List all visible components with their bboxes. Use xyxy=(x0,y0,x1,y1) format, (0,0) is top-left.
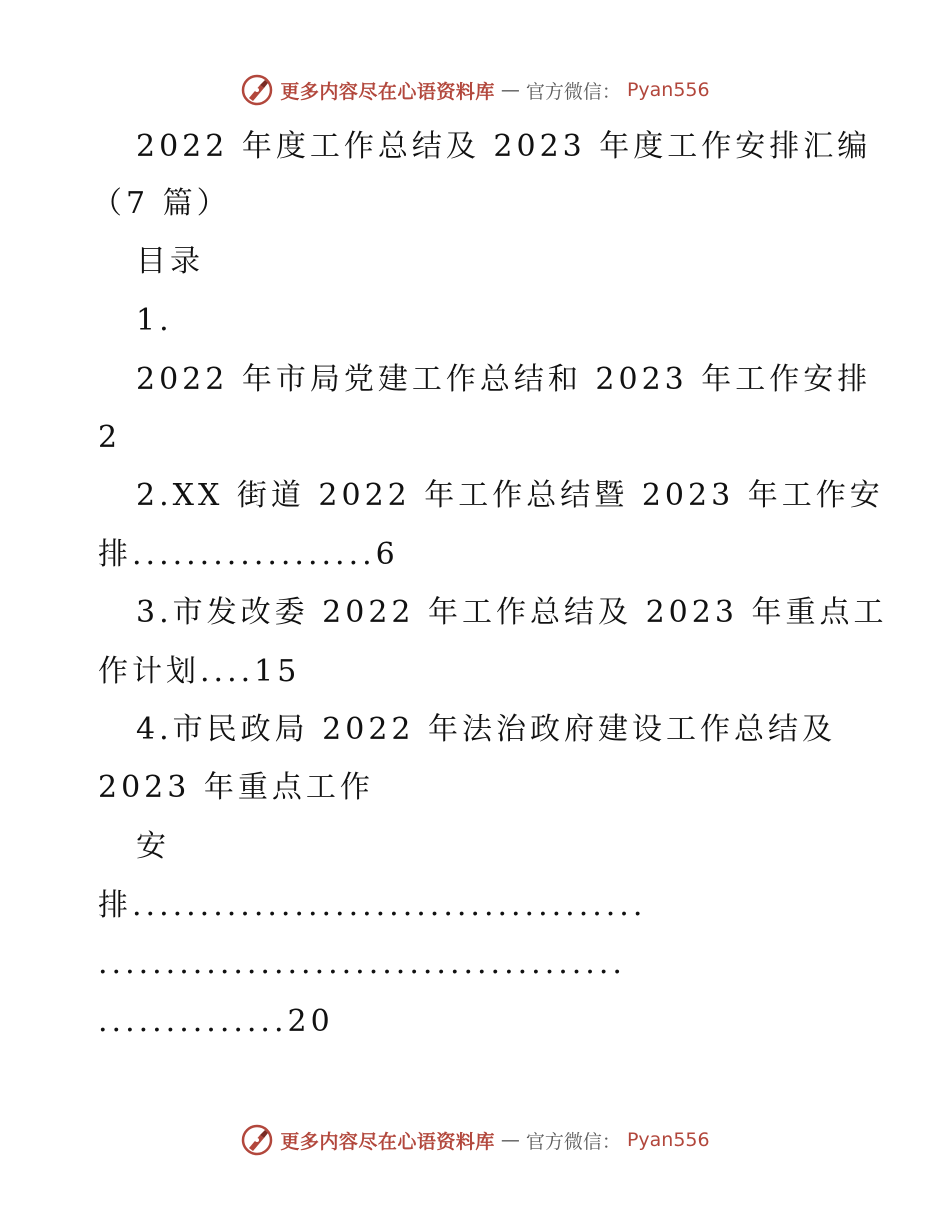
toc-entry-1-title: 2022 年市局党建工作总结和 2023 年工作安排 xyxy=(136,362,872,397)
watermark-dash: — xyxy=(500,1129,520,1151)
watermark-official-label: 官方微信： xyxy=(525,1130,621,1153)
document-title-line-1: 2022 年度工作总结及 2023 年度工作安排汇编 xyxy=(136,129,872,164)
toc-heading: 目录 xyxy=(136,244,204,279)
document-title-line-2: （7 篇） xyxy=(92,186,231,221)
toc-entry-4-title-cont: 2023 年重点工作 xyxy=(98,770,374,805)
watermark-official-label: 官方微信： xyxy=(525,80,621,103)
watermark-brand: 更多内容尽在心语资料库 xyxy=(280,80,495,103)
toc-entry-4-leader-3: ..............20 xyxy=(98,1004,334,1039)
toc-entry-4-title-cont-2: 安 xyxy=(136,829,170,864)
watermark-account: Pyan556 xyxy=(626,79,710,101)
watermark-brand: 更多内容尽在心语资料库 xyxy=(280,1130,495,1153)
watermark-header xyxy=(0,70,950,110)
toc-entry-4-leader-1: 排...................................... xyxy=(98,888,647,923)
toc-entry-4-leader-2: ....................................... xyxy=(98,946,626,981)
toc-entry-1-number: 1. xyxy=(136,303,173,338)
watermark-account: Pyan556 xyxy=(626,1129,710,1151)
toc-entry-1-page: 2 xyxy=(98,420,122,455)
toc-entry-3-leader: 作计划....15 xyxy=(98,654,301,689)
toc-entry-4-title: 4.市民政局 2022 年法治政府建设工作总结及 xyxy=(136,712,837,747)
watermark-dash: — xyxy=(500,79,520,101)
toc-entry-2-leader: 排..................6 xyxy=(98,537,399,572)
pen-logo-icon xyxy=(240,1123,274,1157)
toc-entry-3-title: 3.市发改委 2022 年工作总结及 2023 年重点工 xyxy=(136,595,888,630)
pen-logo-icon xyxy=(240,73,274,107)
toc-entry-2-title: 2.XX 街道 2022 年工作总结暨 2023 年工作安 xyxy=(136,478,884,513)
watermark-footer xyxy=(0,1120,950,1160)
